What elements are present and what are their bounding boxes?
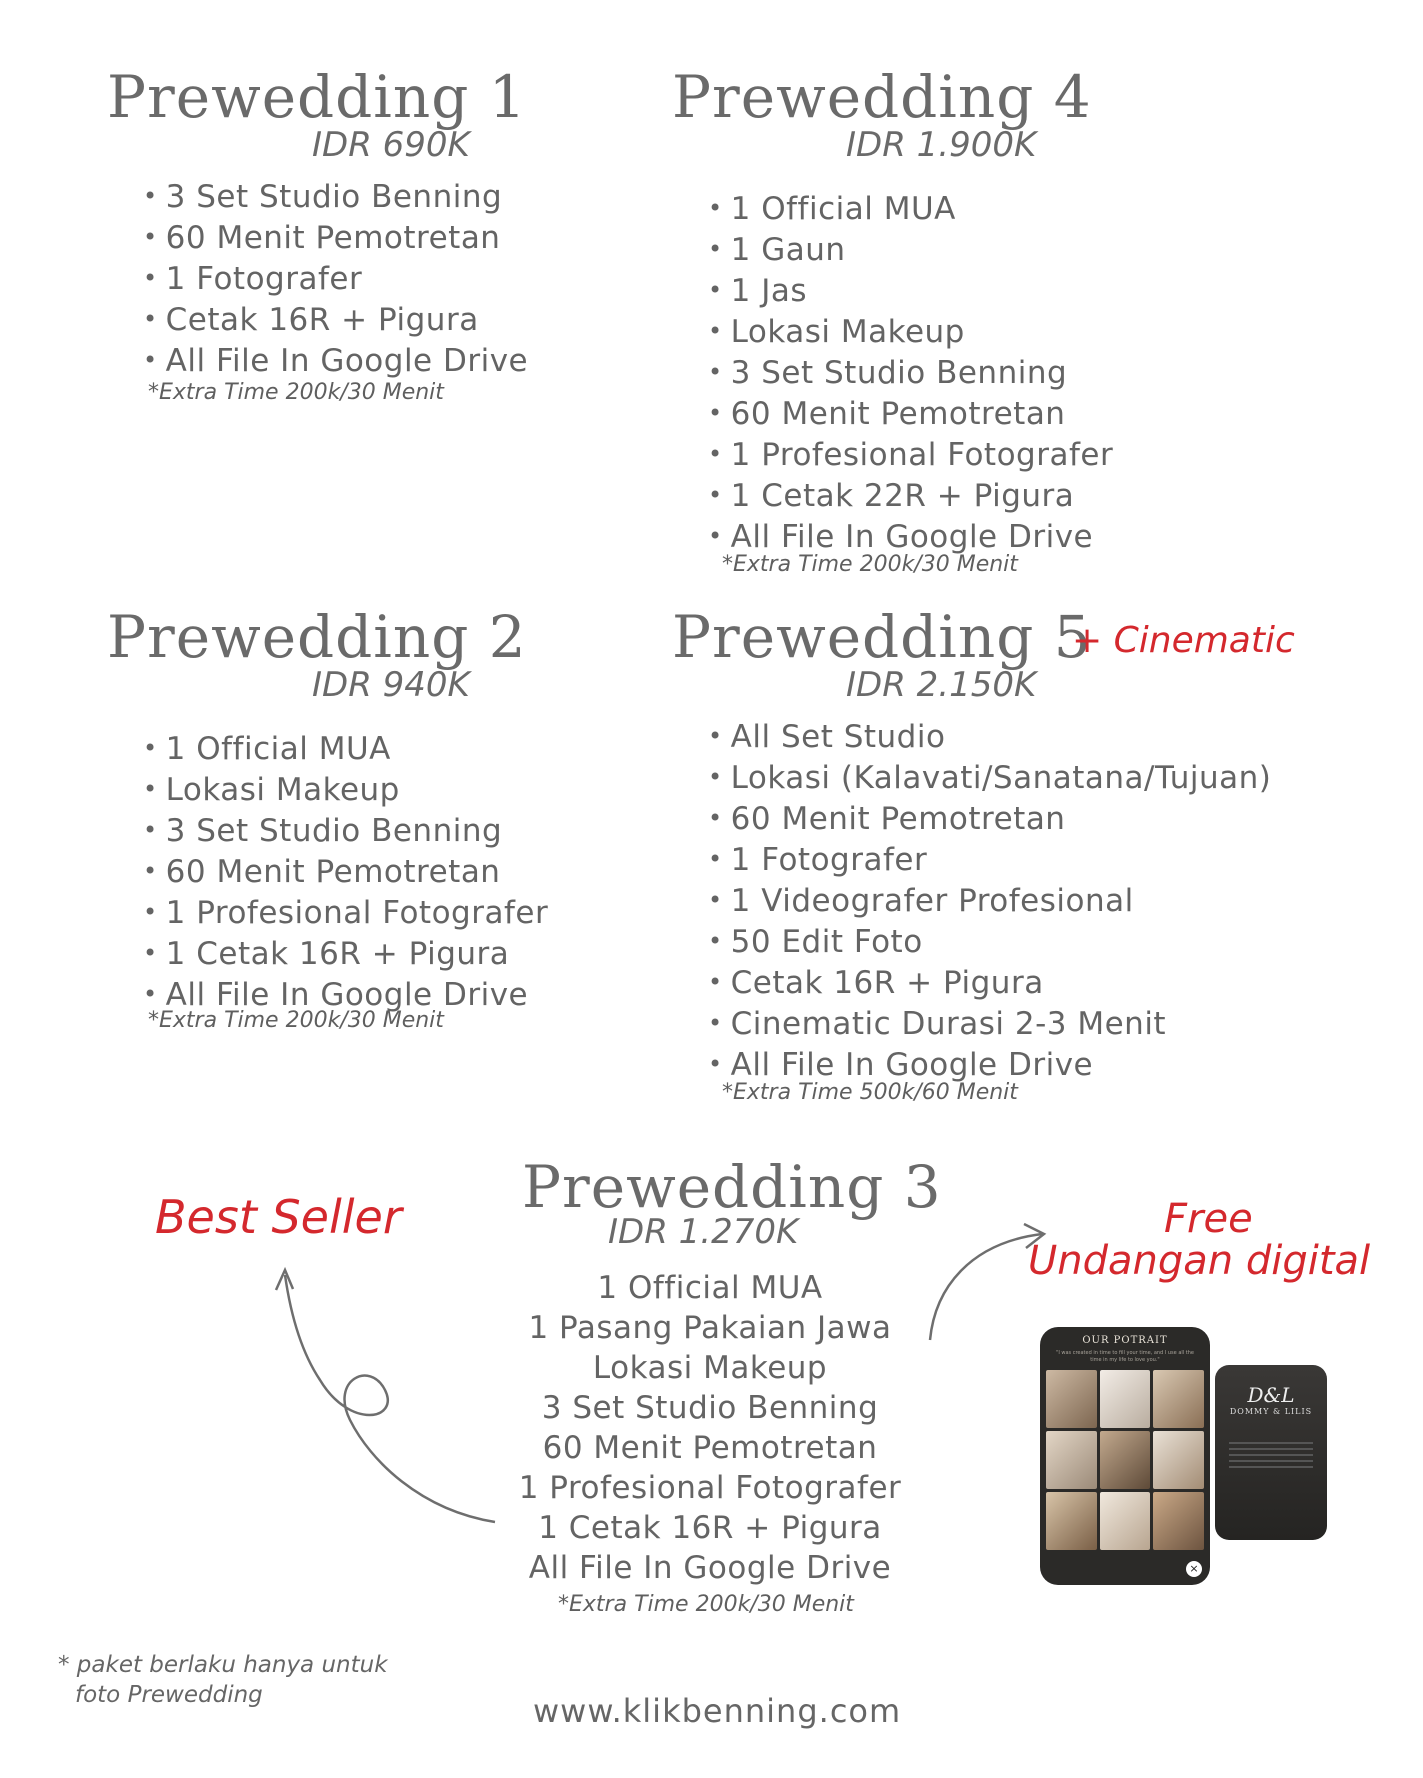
list-item: 3 Set Studio Benning [541, 1390, 879, 1426]
package-features [708, 188, 1113, 557]
list-item: • Lokasi (Kalavati/Sanatana/Tujuan) [708, 757, 1271, 798]
footnote-line: foto Prewedding [75, 1682, 263, 1708]
package-title: Prewedding 3 [522, 1153, 942, 1221]
package-prewedding-2 [107, 603, 527, 671]
photo-thumbnail [1100, 1492, 1151, 1550]
list-item: • 3 Set Studio Benning [143, 176, 528, 217]
list-item: • Lokasi Makeup [143, 769, 548, 810]
extra-time-note: *Extra Time 200k/30 Menit [148, 1008, 444, 1033]
list-item: • 60 Menit Pemotretan [708, 798, 1271, 839]
package-prewedding-4 [672, 63, 1092, 131]
list-item: • 60 Menit Pemotretan [143, 851, 548, 892]
list-item: • 50 Edit Foto [708, 921, 1271, 962]
photo-thumbnail [1046, 1492, 1097, 1550]
list-item: • 1 Cetak 22R + Pigura [708, 475, 1113, 516]
list-item: 1 Pasang Pakaian Jawa [528, 1310, 892, 1346]
photo-thumbnail [1100, 1431, 1151, 1489]
package-prewedding-3 [522, 1153, 942, 1221]
photo-thumbnail [1100, 1370, 1151, 1428]
list-item: • All File In Google Drive [708, 516, 1113, 557]
list-item: • 1 Videografer Profesional [708, 880, 1271, 921]
package-price: IDR 2.150K [846, 665, 1037, 705]
list-item: • 1 Profesional Fotografer [143, 892, 548, 933]
package-title: Prewedding 2 [107, 603, 527, 671]
gallery-quote: "I was created in time to fill your time, and I use all the time in my life to love you." [1056, 1350, 1194, 1363]
invitation-mockup-back [1215, 1365, 1327, 1540]
digital-invitation-label: Undangan digital [1028, 1238, 1371, 1284]
photo-thumbnail [1046, 1370, 1097, 1428]
gallery-title: OUR POTRAIT [1082, 1335, 1168, 1346]
list-item: • Cetak 16R + Pigura [143, 299, 528, 340]
footnote-line: * paket berlaku hanya untuk [58, 1652, 388, 1678]
list-item: 1 Cetak 16R + Pigura [538, 1510, 882, 1546]
extra-time-note: *Extra Time 200k/30 Menit [558, 1592, 854, 1617]
close-icon[interactable]: × [1186, 1561, 1202, 1577]
package-title: Prewedding 1 [107, 63, 527, 131]
photo-thumbnail [1153, 1370, 1204, 1428]
list-item: • Cetak 16R + Pigura [708, 962, 1271, 1003]
list-item: • 60 Menit Pemotretan [143, 217, 528, 258]
best-seller-arrow-icon [260, 1260, 510, 1530]
extra-time-note: *Extra Time 200k/30 Menit [148, 380, 444, 405]
package-features [143, 176, 528, 381]
list-item: 60 Menit Pemotretan [542, 1430, 878, 1466]
photo-thumbnail [1153, 1431, 1204, 1489]
list-item: • 1 Cetak 16R + Pigura [143, 933, 548, 974]
text-placeholder [1229, 1442, 1313, 1468]
list-item: Lokasi Makeup [592, 1350, 828, 1386]
list-item: • 1 Official MUA [708, 188, 1113, 229]
free-label: Free [1164, 1196, 1253, 1242]
list-item: • All File In Google Drive [143, 974, 548, 1015]
package-price: IDR 690K [312, 125, 470, 165]
extra-time-note: *Extra Time 500k/60 Menit [722, 1080, 1018, 1105]
list-item: • 3 Set Studio Benning [708, 352, 1113, 393]
package-title: Prewedding 4 [672, 63, 1092, 131]
list-item: • 60 Menit Pemotretan [708, 393, 1113, 434]
package-features [500, 1268, 920, 1588]
list-item: • All File In Google Drive [143, 340, 528, 381]
invitation-mockup-front [1040, 1327, 1210, 1585]
list-item: • Cinematic Durasi 2-3 Menit [708, 1003, 1271, 1044]
cinematic-tag: + Cinematic [1072, 620, 1295, 661]
photo-grid [1040, 1370, 1210, 1550]
list-item: • 1 Official MUA [143, 728, 548, 769]
list-item: • 1 Profesional Fotografer [708, 434, 1113, 475]
photo-thumbnail [1153, 1492, 1204, 1550]
list-item: • 1 Fotografer [708, 839, 1271, 880]
package-price: IDR 1.270K [608, 1212, 799, 1252]
footnote [58, 1650, 388, 1710]
website-link[interactable]: www.klikbenning.com [533, 1692, 902, 1730]
list-item: • 3 Set Studio Benning [143, 810, 548, 851]
package-title: Prewedding 5 [672, 603, 1092, 671]
photo-thumbnail [1046, 1431, 1097, 1489]
package-features [143, 728, 548, 1015]
list-item: • 1 Fotografer [143, 258, 528, 299]
extra-time-note: *Extra Time 200k/30 Menit [722, 552, 1018, 577]
package-price: IDR 1.900K [846, 125, 1037, 165]
package-features [708, 716, 1271, 1085]
list-item: • All File In Google Drive [708, 1044, 1271, 1085]
package-prewedding-1 [107, 63, 527, 131]
list-item: 1 Official MUA [597, 1270, 823, 1306]
monogram: D&L [1247, 1383, 1295, 1407]
list-item: All File In Google Drive [528, 1550, 892, 1586]
package-prewedding-5 [672, 603, 1092, 671]
list-item: • 1 Gaun [708, 229, 1113, 270]
list-item: • 1 Jas [708, 270, 1113, 311]
best-seller-label: Best Seller [155, 1190, 402, 1244]
package-price: IDR 940K [312, 665, 470, 705]
list-item: • All Set Studio [708, 716, 1271, 757]
list-item: • Lokasi Makeup [708, 311, 1113, 352]
list-item: 1 Profesional Fotografer [518, 1470, 902, 1506]
couple-names: DOMMY & LILIS [1229, 1407, 1313, 1416]
